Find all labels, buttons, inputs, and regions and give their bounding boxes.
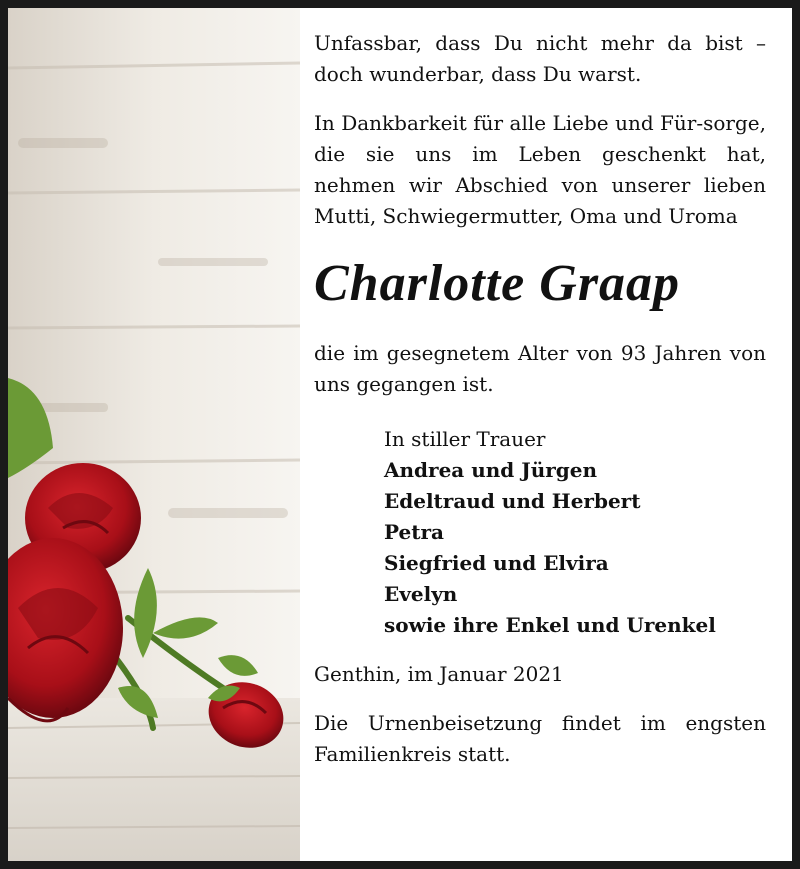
red-roses-on-wood-photo <box>8 8 300 861</box>
burial-note: Die Urnenbeisetzung findet im engsten Familienkreis statt. <box>314 711 766 766</box>
opening-quote: Unfassbar, dass Du nicht mehr da bist – doch wunderbar, dass Du warst. <box>314 31 766 86</box>
mourning-heading: In stiller Trauer <box>384 427 546 451</box>
intro-paragraph: In Dankbarkeit für alle Liebe und Für-sorge, die sie uns im Leben geschenkt hat, nehmen wir Abschied von unserer lieben Mutti, Schwiegermutter, Oma und Uroma <box>314 111 766 228</box>
deceased-name: Charlotte Graap <box>314 255 681 312</box>
mourner-entry: Siegfried und Elvira <box>384 551 609 575</box>
mourner-entry: sowie ihre Enkel und Urenkel <box>384 613 716 637</box>
mourner-entry: Andrea und Jürgen <box>384 458 598 482</box>
notice-text <box>314 28 766 770</box>
mourner-entry: Petra <box>384 520 444 544</box>
place-date: Genthin, im Januar 2021 <box>314 662 564 686</box>
mourners-block <box>314 424 766 641</box>
age-line: die im gesegnetem Alter von 93 Jahren von uns gegangen ist. <box>314 341 766 396</box>
mourner-entry: Evelyn <box>384 582 458 606</box>
mourner-entry: Edeltraud und Herbert <box>384 489 641 513</box>
obituary-notice <box>8 8 792 861</box>
